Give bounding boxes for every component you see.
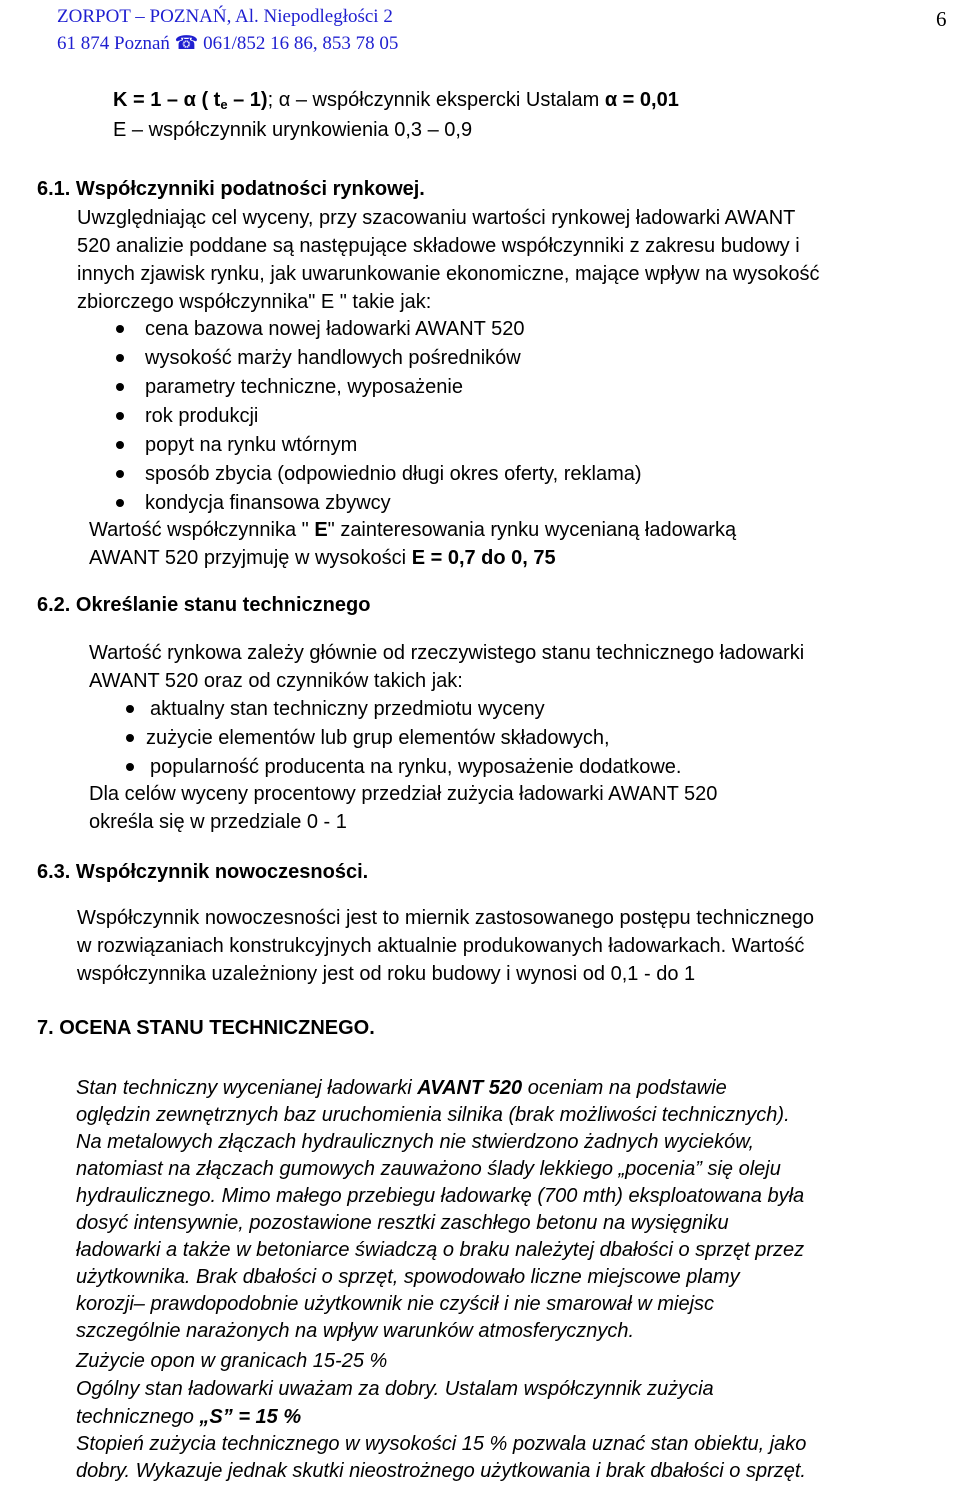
s62-bullet-item: popularność producenta na rynku, wyposażenie dodatkowe. xyxy=(150,756,682,778)
s61-para-line: innych zjawisk rynku, jak uwarunkowanie ekonomiczne, mające wpływ na wysokość xyxy=(77,263,820,285)
bullet-icon xyxy=(126,763,134,771)
bullet-icon xyxy=(116,383,124,391)
s61-bullet-item: wysokość marży handlowych pośredników xyxy=(145,347,521,369)
s62-outro-line: określa się w przedziale 0 - 1 xyxy=(89,811,347,833)
s61-conclusion-line2: AWANT 520 przyjmuję w wysokości E = 0,7 do 0, 75 xyxy=(89,547,556,569)
header-company: ZORPOT – POZNAŃ, Al. Niepodległości 2 xyxy=(57,6,393,27)
bullet-icon xyxy=(116,354,124,362)
s7-para-line: dosyć intensywnie, pozostawione resztki zaschłego betonu na wysięgniku xyxy=(76,1212,729,1234)
s63-para-line: Współczynnik nowoczesności jest to miernik zastosowanego postępu technicznego xyxy=(77,907,815,929)
s7-para-line: natomiast na złączach gumowych zauważono ślady lekkiego „pocenia” się oleju xyxy=(76,1158,781,1180)
s7-para-line: Stan techniczny wycenianej ładowarki AVANT 520 oceniam na podstawie xyxy=(76,1077,727,1099)
s63-para-line: współczynnika uzależniony jest od roku budowy i wynosi od 0,1 - do 1 xyxy=(77,963,696,985)
s62-bullet-item: aktualny stan techniczny przedmiotu wyceny xyxy=(150,698,545,720)
s7-s-coefficient: technicznego „S” = 15 % xyxy=(76,1406,302,1428)
heading-6-2: 6.2. Określanie stanu technicznego xyxy=(37,594,371,616)
s61-para-line: Uwzględniając cel wyceny, przy szacowaniu wartości rynkowej ładowarki AWANT xyxy=(77,207,796,229)
header-contact: 61 874 Poznań ☎ 061/852 16 86, 853 78 05 xyxy=(57,33,399,54)
s7-final-line: Stopień zużycia technicznego w wysokości 15 % pozwala uznać stan obiektu, jako xyxy=(76,1433,807,1455)
s7-para-line: ładowarki a także w betoniarce świadczą o braku należytej dbałości o sprzęt przez xyxy=(76,1239,805,1261)
heading-7: 7. OCENA STANU TECHNICZNEGO. xyxy=(37,1017,375,1039)
page-number: 6 xyxy=(936,7,947,31)
s61-bullet-item: sposób zbycia (odpowiednio długi okres oferty, reklama) xyxy=(145,463,642,485)
s61-para-line: zbiorczego współczynnika" E " takie jak: xyxy=(77,291,432,313)
s61-bullet-item: parametry techniczne, wyposażenie xyxy=(145,376,463,398)
s61-bullet-item: kondycja finansowa zbywcy xyxy=(145,492,391,514)
s7-para-line: korozji– prawdopodobnie użytkownik nie czyścił i nie smarował w miejsc xyxy=(76,1293,715,1315)
s7-final-line: dobry. Wykazuje jednak skutki nieostrożnego użytkowania i brak dbałości o sprzęt. xyxy=(76,1460,806,1482)
s62-intro-line: Wartość rynkowa zależy głównie od rzeczywistego stanu technicznego ładowarki xyxy=(89,642,805,664)
s7-para-line: użytkownika. Brak dbałości o sprzęt, spowodowało liczne miejscowe plamy xyxy=(76,1266,740,1288)
s61-bullet-item: cena bazowa nowej ładowarki AWANT 520 xyxy=(145,318,525,340)
s61-conclusion-line1: Wartość współczynnika " E" zainteresowania rynku wycenianą ładowarką xyxy=(89,519,737,541)
bullet-icon xyxy=(116,499,124,507)
s7-para-line: szczególnie narażonych na wpływ warunków atmosferycznych. xyxy=(76,1320,635,1342)
s61-bullet-item: popyt na rynku wtórnym xyxy=(145,434,358,456)
bullet-icon xyxy=(116,470,124,478)
s62-intro-line: AWANT 520 oraz od czynników takich jak: xyxy=(89,670,463,692)
s62-bullet-item: zużycie elementów lub grup elementów składowych, xyxy=(146,727,610,749)
s7-para-line: oględzin zewnętrznych baz uruchomienia silnika (brak możliwości technicznych). xyxy=(76,1104,790,1126)
bullet-icon xyxy=(126,705,134,713)
s7-para-line: hydraulicznego. Mimo małego przebiegu ładowarkę (700 mth) eksploatowana była xyxy=(76,1185,805,1207)
s7-tyre-wear: Zużycie opon w granicach 15-25 % xyxy=(76,1350,388,1372)
s61-para-line: 520 analizie poddane są następujące składowe współczynniki z zakresu budowy i xyxy=(77,235,800,257)
bullet-icon xyxy=(116,412,124,420)
s63-para-line: w rozwiązaniach konstrukcyjnych aktualnie produkowanych ładowarkach. Wartość xyxy=(77,935,805,957)
bullet-icon xyxy=(116,441,124,449)
s7-para-line: Ogólny stan ładowarki uważam za dobry. Ustalam współczynnik zużycia xyxy=(76,1378,714,1400)
s7-para-line: Na metalowych złączach hydraulicznych nie stwierdzono żadnych wycieków, xyxy=(76,1131,755,1153)
heading-6-1: 6.1. Współczynniki podatności rynkowej. xyxy=(37,178,425,200)
s61-bullet-item: rok produkcji xyxy=(145,405,259,427)
bullet-icon xyxy=(126,734,134,742)
heading-6-3: 6.3. Współczynnik nowoczesności. xyxy=(37,861,369,883)
bullet-icon xyxy=(116,325,124,333)
s62-outro-line: Dla celów wyceny procentowy przedział zużycia ładowarki AWANT 520 xyxy=(89,783,718,805)
e-definition: E – współczynnik urynkowienia 0,3 – 0,9 xyxy=(113,119,473,141)
k-formula: K = 1 – α ( $t_e - 1$); α – współczynnik ekspercki Ustalam α = 0,01 xyxy=(113,89,679,112)
